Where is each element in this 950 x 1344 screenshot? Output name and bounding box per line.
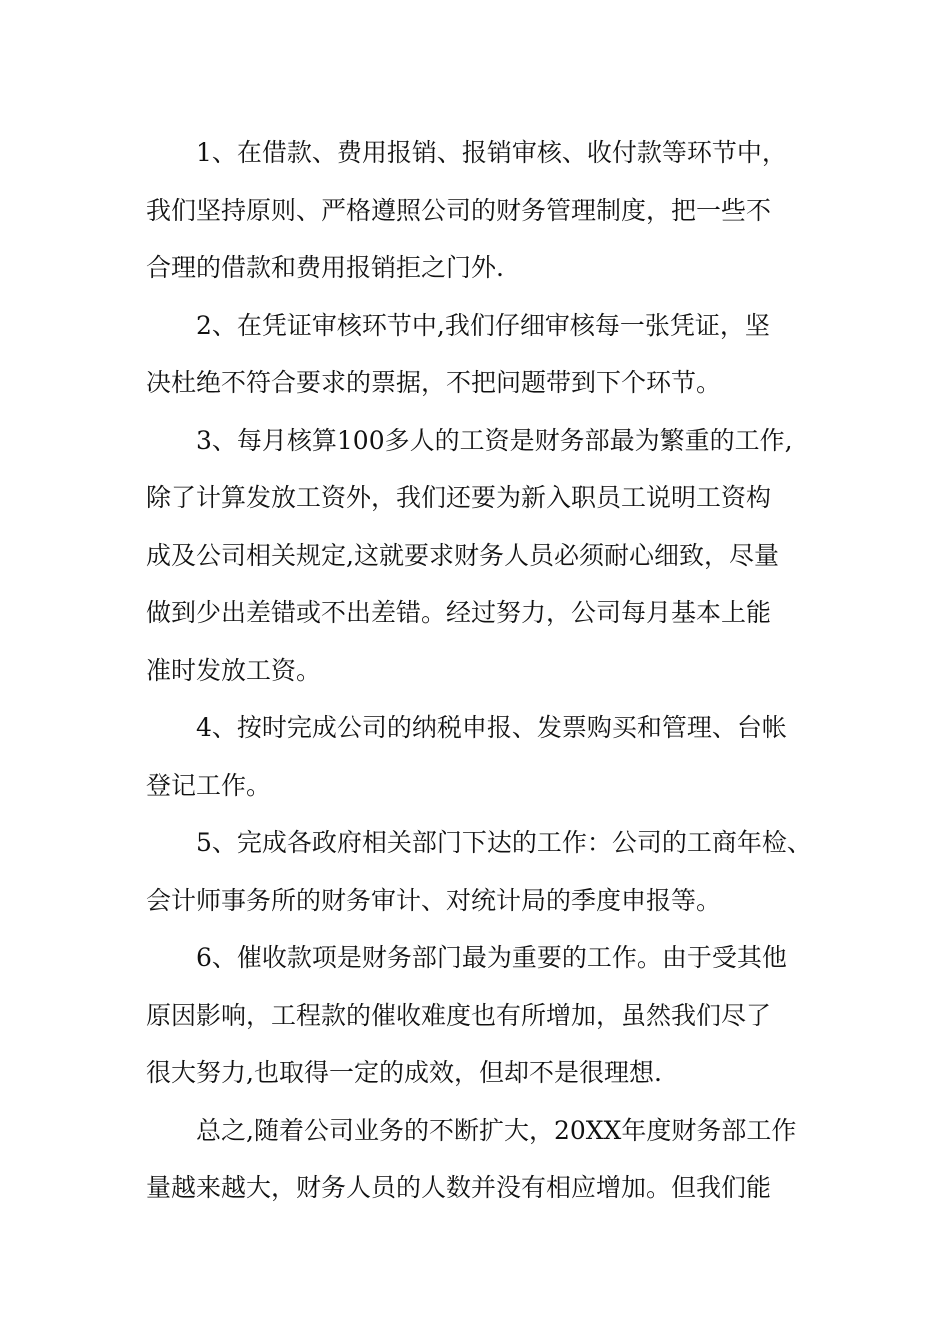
paragraph-7	[146, 1102, 826, 1217]
text-line: 1、在借款、费用报销、报销审核、收付款等环节中，	[196, 138, 787, 167]
text-line: 会计师事务所的财务审计、对统计局的季度申报等。	[146, 885, 722, 915]
document-body	[146, 124, 826, 1217]
paragraph-3	[146, 412, 826, 700]
text-line: 准时发放工资。	[146, 655, 322, 685]
paragraph-4	[146, 699, 826, 814]
text-line: 2、在凭证审核环节中,我们仔细审核每一张凭证，坚	[196, 310, 770, 340]
text-line: 总之,随着公司业务的不断扩大，20XX年度财务部工作	[196, 1115, 797, 1145]
text-line: 除了计算发放工资外，我们还要为新入职员工说明工资构	[146, 483, 772, 512]
text-line: 3、每月核算100多人的工资是财务部最为繁重的工作,	[196, 425, 793, 455]
text-line: 做到少出差错或不出差错。经过努力，公司每月基本上能	[146, 598, 772, 627]
paragraph-6	[146, 929, 826, 1102]
text-line: 很大努力,也取得一定的成效，但却不是很理想.	[146, 1058, 662, 1087]
text-line: 登记工作。	[146, 770, 272, 800]
text-line: 我们坚持原则、严格遵照公司的财务管理制度，把一些不	[146, 195, 772, 225]
text-line: 成及公司相关规定,这就要求财务人员必须耐心细致，尽量	[146, 540, 779, 570]
paragraph-1	[146, 124, 826, 297]
text-line: 6、催收款项是财务部门最为重要的工作。由于受其他	[196, 943, 787, 972]
paragraph-5	[146, 814, 826, 929]
paragraph-2	[146, 297, 826, 412]
text-line: 5、完成各政府相关部门下达的工作：公司的工商年检、	[196, 828, 812, 857]
text-line: 决杜绝不符合要求的票据，不把问题带到下个环节。	[146, 368, 722, 397]
text-line: 原因影响，工程款的催收难度也有所增加，虽然我们尽了	[146, 1000, 772, 1030]
text-line: 量越来越大，财务人员的人数并没有相应增加。但我们能	[146, 1173, 772, 1202]
text-line: 4、按时完成公司的纳税申报、发票购买和管理、台帐	[196, 713, 787, 742]
text-line: 合理的借款和费用报销拒之门外.	[146, 253, 504, 282]
